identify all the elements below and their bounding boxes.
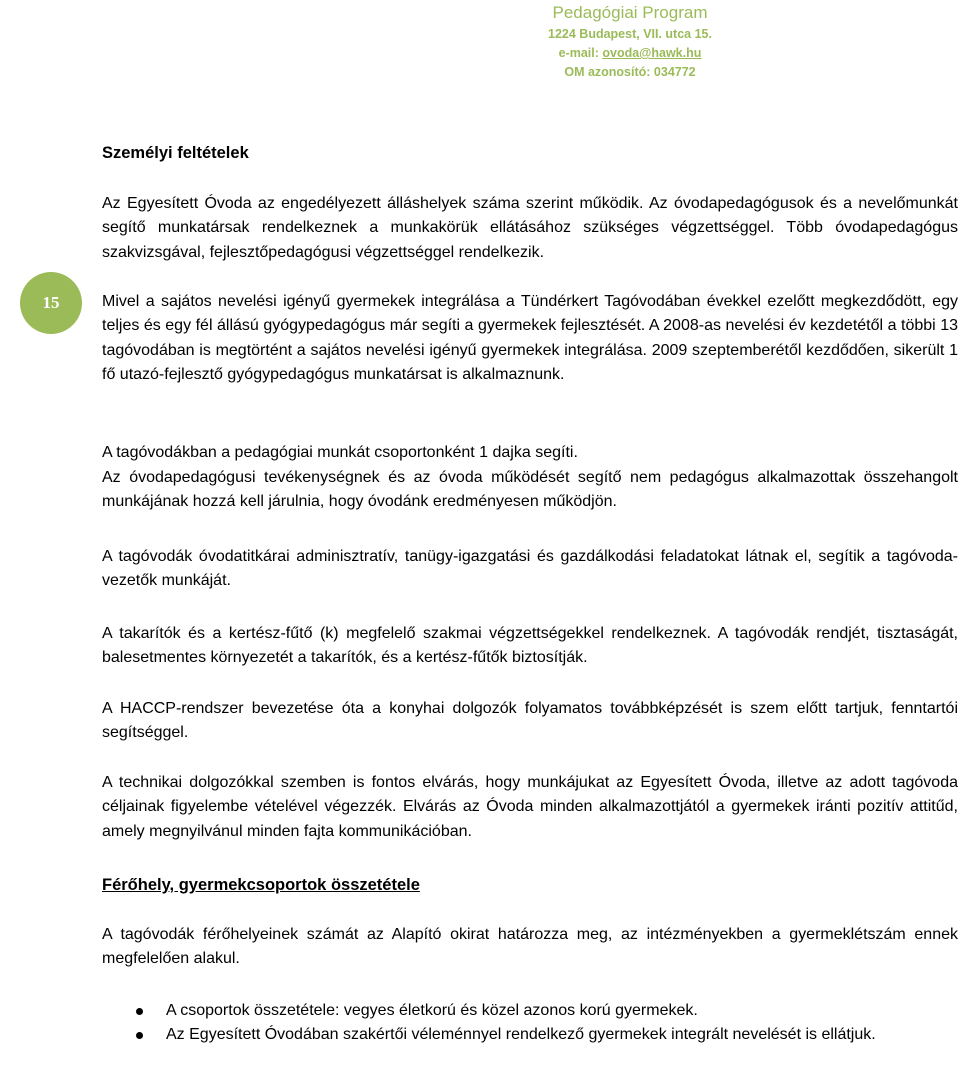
- list-item: A csoportok összetétele: vegyes életkorú és közel azonos korú gyermekek.: [102, 999, 958, 1023]
- paragraph: A takarítók és a kertész-fűtő (k) megfelelő szakmai végzettségekkel rendelkeznek. A tagóvodák rendjét, tisztaságát, balesetmentes környezetét a takarítók, és a kertész-fűtők biztosítják.: [102, 625, 958, 667]
- page-header: [400, 0, 860, 82]
- header-email-line: [400, 44, 860, 63]
- paragraph: A tagóvodákban a pedagógiai munkát csoportonként 1 dajka segíti.: [102, 444, 578, 461]
- email-link[interactable]: ovoda@hawk.hu: [602, 46, 702, 60]
- paragraph: A tagóvodák óvodatitkárai adminisztratív, tanügy-igazgatási és gazdálkodási feladatokat látnak el, segítik a tagóvoda-vezetők munkáját.: [102, 548, 958, 590]
- header-address: 1224 Budapest, VII. utca 15.: [548, 27, 712, 41]
- paragraph: Az óvodapedagógusi tevékenységnek és az óvoda működését segítő nem pedagógus alkalmazottak összehangolt munkájának hozzá kell járulnia, hogy óvodánk eredményesen működjön.: [102, 469, 958, 511]
- section-heading-personal: Személyi feltételek: [102, 144, 249, 162]
- header-title: Pedagógiai Program: [552, 3, 708, 22]
- paragraph: Mivel a sajátos nevelési igényű gyermekek integrálása a Tündérkert Tagóvodában évekkel ezelőtt megkezdődött, egy teljes és egy fél állású gyógypedagógus már segíti a gyermekek fejlesztését. A 2008-as nevelési év kezdetétől a többi 13 tagóvodában is megtörtént a sajátos nevelési igényű gyermekek integrálása. 2009 szeptemberétől kezdődően, sikerült 1 fő utazó-fejlesztő gyógypedagógus munkatársat is alkalmaznunk.: [102, 293, 958, 384]
- paragraph: A tagóvodák férőhelyeinek számát az Alapító okirat határozza meg, az intézményekben a gyermeklétszám ennek megfelelően alakul.: [102, 926, 958, 968]
- list-item: Az Egyesített Óvodában szakértői véleménnyel rendelkező gyermekek integrált nevelését is ellátjuk.: [102, 1023, 958, 1047]
- header-om-id: OM azonosító: 034772: [564, 65, 696, 79]
- bullet-list: [102, 999, 958, 1048]
- email-label: e-mail:: [558, 46, 603, 60]
- paragraph: A technikai dolgozókkal szemben is fontos elvárás, hogy munkájukat az Egyesített Óvoda, illetve az adott tagóvoda céljainak figyelembe vételével végezzék. Elvárás az Óvoda minden alkalmazottjától a gyermekek iránti pozitív attitűd, amely megnyilvánul minden fajta kommunikációban.: [102, 774, 958, 840]
- page-number-badge: 15: [20, 272, 82, 334]
- paragraph: Az Egyesített Óvoda az engedélyezett álláshelyek száma szerint működik. Az óvodapedagógusok és a nevelőmunkát segítő munkatársak rendelkeznek a munkakörük ellátásához szükséges végzettséggel. Több óvodapedagógus szakvizsgával, fejlesztőpedagógusi végzettséggel rendelkezik.: [102, 195, 958, 261]
- section-heading-capacity: Férőhely, gyermekcsoportok összetétele: [102, 876, 420, 894]
- paragraph: A HACCP-rendszer bevezetése óta a konyhai dolgozók folyamatos továbbképzését is szem előtt tartjuk, fenntartói segítséggel.: [102, 700, 958, 742]
